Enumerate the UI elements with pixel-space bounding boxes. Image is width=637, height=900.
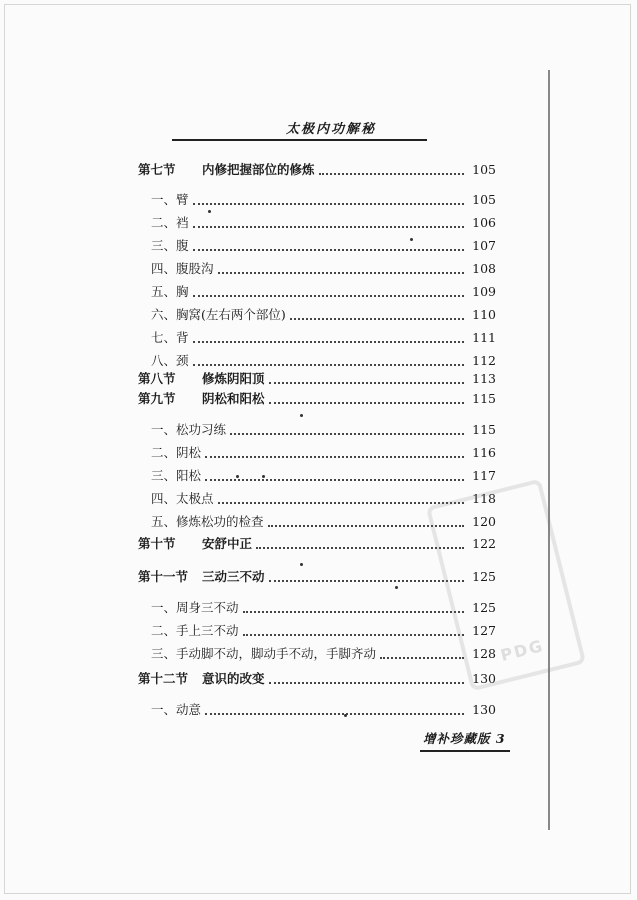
toc-page-number: 106 bbox=[472, 215, 496, 230]
toc-dot-leader bbox=[218, 501, 464, 504]
toc-section-row[interactable] bbox=[138, 369, 496, 389]
toc-item-title: 三、手动脚不动，脚动手不动，手脚齐动 bbox=[151, 646, 377, 661]
toc-dot-leader bbox=[256, 546, 464, 549]
toc-page-number: 116 bbox=[472, 445, 496, 460]
toc-dot-leader bbox=[193, 225, 464, 228]
toc-item-row[interactable] bbox=[151, 466, 496, 486]
toc-item-row[interactable] bbox=[151, 420, 496, 440]
toc-page-number: 130 bbox=[472, 702, 496, 717]
scan-speck bbox=[344, 714, 347, 717]
toc-item-title: 六、胸窝(左右两个部位) bbox=[151, 307, 286, 322]
toc-dot-leader bbox=[243, 610, 464, 613]
toc-item-title: 一、周身三不动 bbox=[151, 600, 239, 615]
toc-page-number: 110 bbox=[472, 307, 496, 322]
toc-page-number: 125 bbox=[472, 569, 496, 584]
toc-item-title: 四、腹股沟 bbox=[151, 261, 214, 276]
toc-dot-leader bbox=[290, 317, 464, 320]
toc-page-number: 122 bbox=[472, 536, 496, 551]
stamp-text: PDG bbox=[498, 635, 547, 666]
toc-page-number: 127 bbox=[472, 623, 496, 638]
toc-page-number: 125 bbox=[472, 600, 496, 615]
toc-item-title: 一、动意 bbox=[151, 702, 202, 717]
toc-section-title: 意识的改变 bbox=[202, 671, 265, 686]
toc-dot-leader bbox=[218, 271, 464, 274]
scan-speck bbox=[300, 414, 303, 417]
toc-page-number: 108 bbox=[472, 261, 496, 276]
toc-section-title: 内修把握部位的修炼 bbox=[202, 162, 315, 177]
toc-page-number: 130 bbox=[472, 671, 496, 686]
scan-speck bbox=[208, 210, 211, 213]
toc-item-title: 三、腹 bbox=[151, 238, 189, 253]
toc-item-title: 五、胸 bbox=[151, 284, 189, 299]
toc-dot-leader bbox=[269, 381, 464, 384]
toc-section-row[interactable] bbox=[138, 669, 496, 689]
toc-page-number: 128 bbox=[472, 646, 496, 661]
toc-item-title: 五、修炼松功的检查 bbox=[151, 514, 264, 529]
toc-page-number: 105 bbox=[472, 162, 496, 177]
toc-section-label bbox=[138, 389, 265, 409]
toc-item-row[interactable] bbox=[151, 351, 496, 371]
toc-page-number: 111 bbox=[472, 330, 496, 345]
toc-dot-leader bbox=[193, 294, 464, 297]
toc-item-title: 一、臂 bbox=[151, 192, 189, 207]
toc-page-number: 105 bbox=[472, 192, 496, 207]
toc-section-number: 第十一节 bbox=[138, 569, 189, 584]
toc-dot-leader bbox=[193, 202, 464, 205]
toc-item-row[interactable] bbox=[151, 328, 496, 348]
toc-item-row[interactable] bbox=[151, 259, 496, 279]
toc-item-row[interactable] bbox=[151, 644, 496, 664]
scan-speck bbox=[262, 475, 265, 478]
toc-item-title: 四、太极点 bbox=[151, 491, 214, 506]
toc-page-number: 115 bbox=[472, 422, 496, 437]
toc-dot-leader bbox=[319, 172, 464, 175]
toc-section-number: 第十节 bbox=[138, 536, 176, 551]
toc-item-title: 二、阴松 bbox=[151, 445, 202, 460]
toc-page-number: 109 bbox=[472, 284, 496, 299]
toc-section-number: 第七节 bbox=[138, 162, 176, 177]
toc-item-row[interactable] bbox=[151, 190, 496, 210]
scan-speck bbox=[300, 563, 303, 566]
toc-dot-leader bbox=[205, 712, 464, 715]
toc-item-row[interactable] bbox=[151, 282, 496, 302]
scan-speck bbox=[410, 238, 413, 241]
toc-dot-leader bbox=[193, 248, 464, 251]
toc-item-title: 七、背 bbox=[151, 330, 189, 345]
edition-label: 增补珍藏版 bbox=[423, 731, 491, 746]
toc-dot-leader bbox=[380, 656, 464, 659]
toc-page-number: 120 bbox=[472, 514, 496, 529]
toc-section-row[interactable] bbox=[138, 389, 496, 409]
toc-section-label bbox=[138, 369, 265, 389]
toc-section-title: 安舒中正 bbox=[202, 536, 253, 551]
toc-section-label bbox=[138, 534, 252, 554]
toc-section-title: 阴松和阳松 bbox=[202, 391, 265, 406]
toc-dot-leader bbox=[205, 478, 464, 481]
toc-item-title: 三、阳松 bbox=[151, 468, 202, 483]
toc-page-number: 115 bbox=[472, 391, 496, 406]
footer-rule bbox=[420, 750, 510, 752]
toc-section-number: 第八节 bbox=[138, 371, 176, 386]
toc-dot-leader bbox=[269, 401, 464, 404]
toc-section-title: 三动三不动 bbox=[202, 569, 265, 584]
toc-dot-leader bbox=[269, 681, 464, 684]
scan-speck bbox=[236, 475, 239, 478]
toc-page-number: 113 bbox=[472, 371, 496, 386]
toc-section-number: 第九节 bbox=[138, 391, 176, 406]
toc-item-row[interactable] bbox=[151, 213, 496, 233]
toc-page-number: 117 bbox=[472, 468, 496, 483]
toc-section-row[interactable] bbox=[138, 160, 496, 180]
toc-page-number: 112 bbox=[472, 353, 496, 368]
toc-page-number: 107 bbox=[472, 238, 496, 253]
toc-item-title: 八、颈 bbox=[151, 353, 189, 368]
toc-dot-leader bbox=[205, 455, 464, 458]
page-footer bbox=[423, 729, 506, 747]
toc-section-number: 第十二节 bbox=[138, 671, 189, 686]
toc-dot-leader bbox=[243, 633, 464, 636]
toc-item-row[interactable] bbox=[151, 621, 496, 641]
toc-item-row[interactable] bbox=[151, 598, 496, 618]
running-header-title: 太极内功解秘 bbox=[286, 122, 377, 137]
toc-section-label bbox=[138, 567, 265, 587]
toc-dot-leader bbox=[230, 432, 464, 435]
toc-section-label bbox=[138, 160, 315, 180]
toc-item-title: 一、松功习练 bbox=[151, 422, 227, 437]
toc-item-row[interactable] bbox=[151, 700, 496, 720]
toc-dot-leader bbox=[193, 363, 464, 366]
page-number: 3 bbox=[495, 731, 506, 746]
toc-item-row[interactable] bbox=[151, 443, 496, 463]
scan-speck bbox=[395, 586, 398, 589]
toc-item-row[interactable] bbox=[151, 305, 496, 325]
toc-item-title: 二、手上三不动 bbox=[151, 623, 239, 638]
toc-page-number: 118 bbox=[472, 491, 496, 506]
toc-section-label bbox=[138, 669, 265, 689]
toc-section-title: 修炼阴阳顶 bbox=[202, 371, 265, 386]
toc-dot-leader bbox=[193, 340, 464, 343]
toc-dot-leader bbox=[269, 579, 464, 582]
toc-item-row[interactable] bbox=[151, 236, 496, 256]
toc-item-title: 二、裆 bbox=[151, 215, 189, 230]
